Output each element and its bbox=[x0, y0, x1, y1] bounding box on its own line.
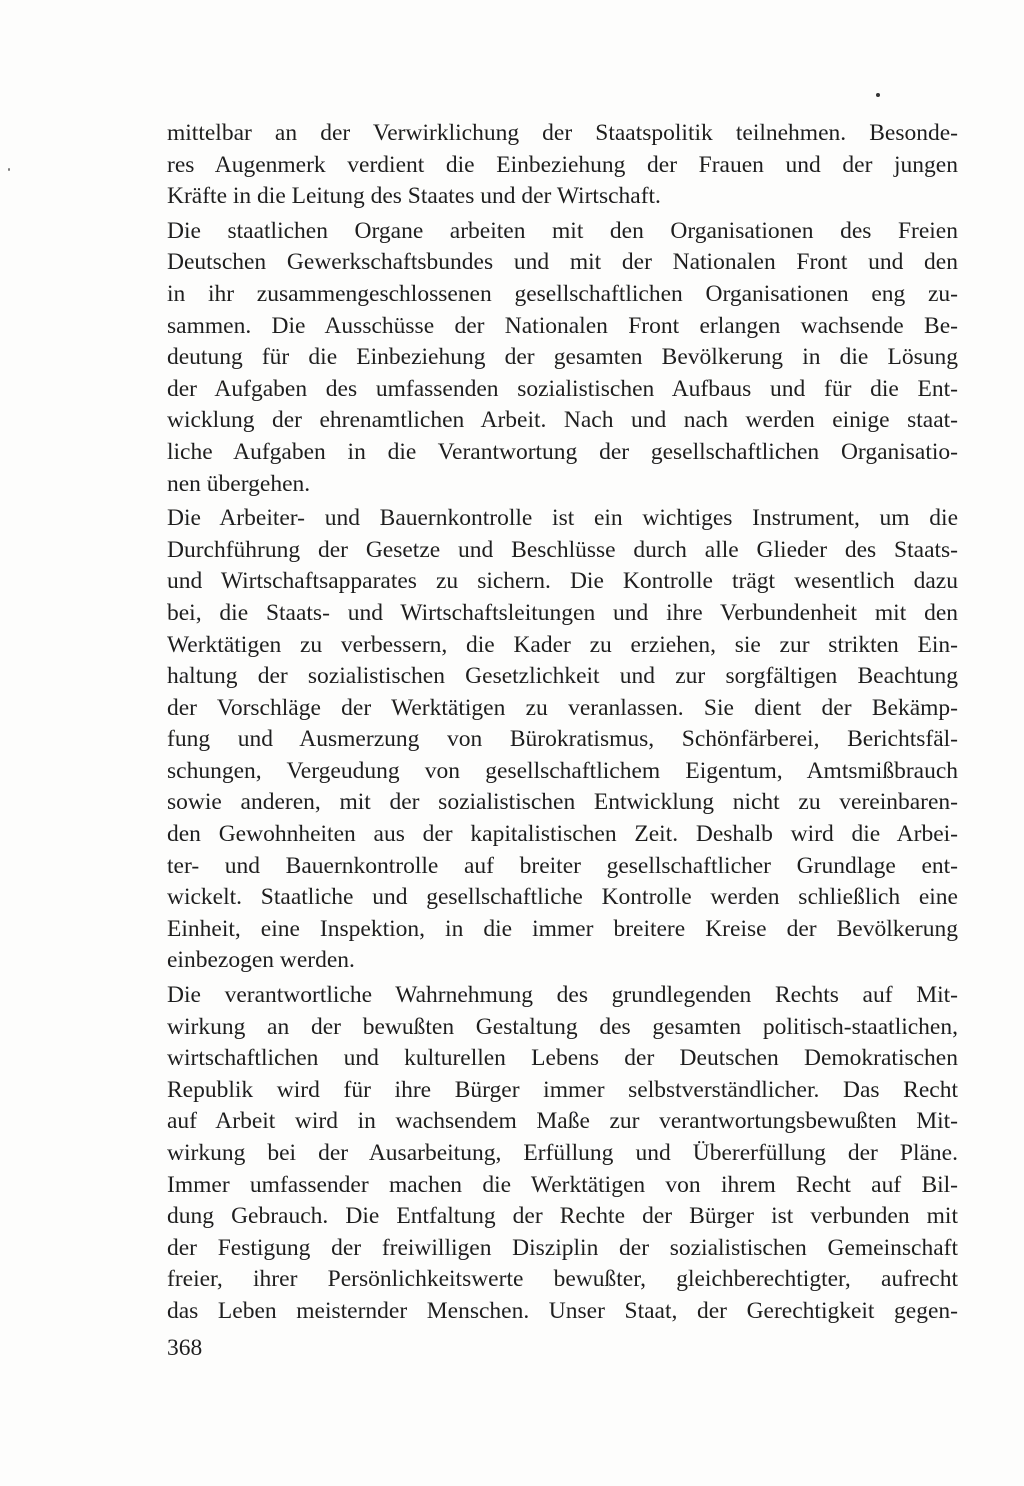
page-number: 368 bbox=[167, 1335, 203, 1361]
print-speck bbox=[8, 168, 10, 171]
text-line: schungen, Vergeudung von gesellschaftlichem Eigentum, Amtsmißbrauch bbox=[167, 757, 958, 784]
paragraph bbox=[167, 216, 958, 500]
text-line: deutung für die Einbeziehung der gesamten Bevölkerung in die Lösung bbox=[167, 344, 958, 371]
print-speck bbox=[876, 93, 880, 97]
text-line: Einheit, eine Inspektion, in die immer breitere Kreise der Bevölkerung bbox=[167, 915, 958, 942]
text-line: der Vorschläge der Werktätigen zu veranlassen. Sie dient der Bekämp- bbox=[167, 694, 958, 721]
text-line: Die verantwortliche Wahrnehmung des grundlegenden Rechts auf Mit- bbox=[167, 982, 958, 1009]
text-line: dung Gebrauch. Die Entfaltung der Rechte der Bürger ist verbunden mit bbox=[167, 1203, 958, 1230]
text-line: Deutschen Gewerkschaftsbundes und mit der Nationalen Front und den bbox=[167, 249, 958, 276]
text-line: liche Aufgaben in die Verantwortung der gesellschaftlichen Organisatio- bbox=[167, 438, 958, 465]
text-line: sowie anderen, mit der sozialistischen Entwicklung nicht zu vereinbaren- bbox=[167, 789, 958, 816]
text-line: der Festigung der freiwilligen Disziplin der sozialistischen Gemeinschaft bbox=[167, 1234, 958, 1261]
text-line: fung und Ausmerzung von Bürokratismus, Schönfärberei, Berichtsfäl- bbox=[167, 726, 958, 753]
text-line: sammen. Die Ausschüsse der Nationalen Front erlangen wachsende Be- bbox=[167, 312, 958, 339]
text-line: den Gewohnheiten aus der kapitalistischen Zeit. Deshalb wird die Arbei- bbox=[167, 821, 958, 848]
text-line: Durchführung der Gesetze und Beschlüsse durch alle Glieder des Staats- bbox=[167, 536, 958, 563]
paragraph bbox=[167, 980, 958, 1328]
text-line: haltung der sozialistischen Gesetzlichkeit und zur sorgfältigen Beachtung bbox=[167, 663, 958, 690]
paragraph bbox=[167, 503, 958, 977]
text-line: mittelbar an der Verwirklichung der Staatspolitik teilnehmen. Besonde- bbox=[167, 120, 958, 146]
text-line: in ihr zusammengeschlossenen gesellschaftlichen Organisationen eng zu- bbox=[167, 280, 958, 307]
paragraph bbox=[167, 118, 958, 213]
text-line: wirtschaftlichen und kulturellen Lebens der Deutschen Demokratischen bbox=[167, 1045, 958, 1072]
text-line: Kräfte in die Leitung des Staates und der Wirtschaft. bbox=[167, 183, 661, 210]
text-line: Immer umfassender machen die Werktätigen von ihrem Recht auf Bil- bbox=[167, 1171, 958, 1198]
text-line: bei, die Staats- und Wirtschaftsleitungen und ihre Verbundenheit mit den bbox=[167, 599, 958, 626]
text-line: auf Arbeit wird in wachsendem Maße zur verantwortungsbewußten Mit- bbox=[167, 1108, 958, 1135]
text-line: ter- und Bauernkontrolle auf breiter gesellschaftlicher Grundlage ent- bbox=[167, 852, 958, 879]
text-line: wirkung an der bewußten Gestaltung des gesamten politisch-staatlichen, bbox=[167, 1013, 958, 1040]
text-line: das Leben meisternder Menschen. Unser Staat, der Gerechtigkeit gegen- bbox=[167, 1297, 958, 1324]
text-line: wirkung bei der Ausarbeitung, Erfüllung und Übererfüllung der Pläne. bbox=[167, 1140, 958, 1166]
text-line: wicklung der ehrenamtlichen Arbeit. Nach und nach werden einige staat- bbox=[167, 407, 958, 434]
text-line: res Augenmerk verdient die Einbeziehung der Frauen und der jungen bbox=[167, 151, 958, 178]
text-line: Republik wird für ihre Bürger immer selbstverständlicher. Das Recht bbox=[167, 1076, 958, 1103]
text-line: einbezogen werden. bbox=[167, 947, 355, 974]
text-line: nen übergehen. bbox=[167, 470, 311, 497]
text-line: und Wirtschaftsapparates zu sichern. Die Kontrolle trägt wesentlich dazu bbox=[167, 568, 958, 595]
text-line: Werktätigen zu verbessern, die Kader zu erziehen, sie zur strikten Ein- bbox=[167, 631, 958, 658]
body-text bbox=[167, 118, 958, 1328]
text-line: wickelt. Staatliche und gesellschaftliche Kontrolle werden schließlich eine bbox=[167, 884, 958, 911]
text-line: freier, ihrer Persönlichkeitswerte bewußter, gleichberechtigter, aufrecht bbox=[167, 1266, 958, 1293]
text-line: Die Arbeiter- und Bauernkontrolle ist ein wichtiges Instrument, um die bbox=[167, 505, 958, 532]
text-line: der Aufgaben des umfassenden sozialistischen Aufbaus und für die Ent- bbox=[167, 375, 958, 402]
text-line: Die staatlichen Organe arbeiten mit den Organisationen des Freien bbox=[167, 217, 958, 244]
